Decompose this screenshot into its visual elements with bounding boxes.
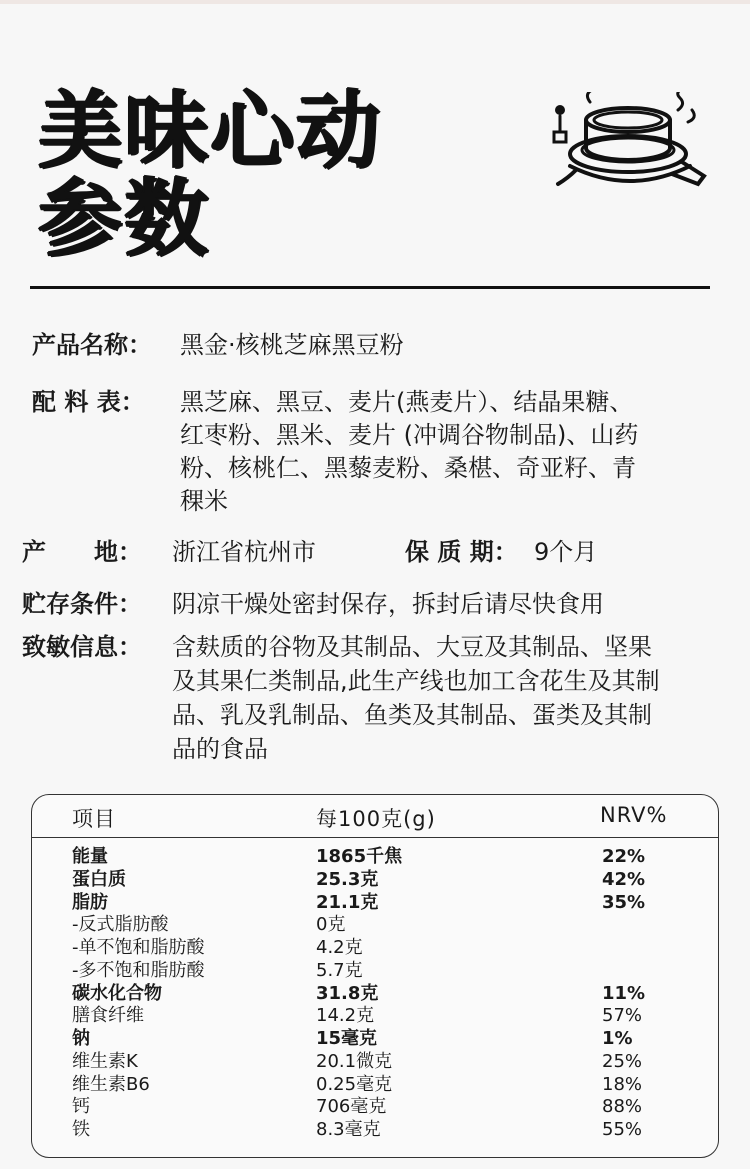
nutrient-nrv: 57% xyxy=(602,1005,643,1027)
nutrition-table xyxy=(31,794,719,1158)
nutrient-name: -反式脂肪酸 xyxy=(72,914,169,936)
cooking-pot-icon xyxy=(550,92,710,200)
nutrient-nrv: 22% xyxy=(602,846,646,867)
allergen-line: 及其果仁类制品,此生产线也加工含花生及其制 xyxy=(172,667,660,695)
storage-value: 阴凉干燥处密封保存，拆封后请尽快食用 xyxy=(172,590,604,618)
product-name-value: 黑金·核桃芝麻黑豆粉 xyxy=(180,331,404,359)
nutrient-amount: 5.7克 xyxy=(316,959,363,981)
nutrient-nrv: 1% xyxy=(602,1028,633,1049)
nutrient-nrv: 35% xyxy=(602,891,646,913)
nutrient-nrv: 55% xyxy=(602,1119,643,1140)
allergen-line: 含麸质的谷物及其制品、大豆及其制品、坚果 xyxy=(172,633,652,661)
header-nrv: NRV% xyxy=(600,803,668,827)
nutrient-name: 膳食纤维 xyxy=(72,1005,144,1027)
nutrient-name: 脂肪 xyxy=(72,891,108,913)
table-row xyxy=(32,1073,718,1096)
nutrient-nrv: 25% xyxy=(602,1050,643,1072)
nutrient-nrv: 11% xyxy=(602,982,646,1004)
nutrient-amount: 4.2克 xyxy=(316,937,363,958)
nutrient-name: 钠 xyxy=(72,1028,90,1049)
nutrient-name: 钙 xyxy=(72,1096,90,1118)
nutrient-amount: 706毫克 xyxy=(316,1096,387,1118)
table-row xyxy=(32,1027,718,1050)
table-row xyxy=(32,1095,718,1118)
table-row xyxy=(32,891,718,914)
nutrient-name: 能量 xyxy=(72,846,108,867)
nutrient-name: 蛋白质 xyxy=(72,868,126,890)
ingredients-line: 红枣粉、黑米、麦片 (冲调谷物制品)、山药 xyxy=(180,421,639,449)
nutrient-amount: 1865千焦 xyxy=(316,846,403,867)
nutrient-nrv: 88% xyxy=(602,1096,643,1118)
origin-value: 浙江省杭州市 xyxy=(172,538,316,566)
title-line-1: 美味心动 xyxy=(38,81,383,179)
nutrient-amount: 25.3克 xyxy=(316,868,379,890)
nutrient-name: 碳水化合物 xyxy=(72,982,162,1004)
nutrient-amount: 15毫克 xyxy=(316,1028,378,1049)
nutrient-name: 维生素B6 xyxy=(72,1073,150,1095)
ingredients-line: 稞米 xyxy=(180,487,228,515)
table-row xyxy=(32,1050,718,1073)
nutrient-amount: 0.25毫克 xyxy=(316,1073,393,1095)
table-row xyxy=(32,845,718,868)
nutrient-amount: 21.1克 xyxy=(316,891,379,913)
table-row xyxy=(32,868,718,891)
ingredients-label: 配 料 表： xyxy=(32,388,145,416)
title-divider xyxy=(30,286,710,289)
nutrient-nrv: 42% xyxy=(602,868,646,890)
table-row xyxy=(32,1118,718,1141)
table-row xyxy=(32,982,718,1005)
table-row xyxy=(32,959,718,982)
ingredients-line: 粉、核桃仁、黑藜麦粉、桑椹、奇亚籽、青 xyxy=(180,454,636,482)
table-row xyxy=(32,936,718,959)
nutrient-amount: 8.3毫克 xyxy=(316,1119,381,1140)
header-per-100g: 每100克(g) xyxy=(316,807,436,831)
shelf-life-label: 保 质 期： xyxy=(405,538,518,566)
nutrient-amount: 20.1微克 xyxy=(316,1050,393,1072)
nutrient-amount: 14.2克 xyxy=(316,1005,375,1027)
top-strip xyxy=(0,0,750,4)
page-title xyxy=(38,81,383,267)
origin-label: 产 地： xyxy=(22,538,142,566)
nutrient-name: -单不饱和脂肪酸 xyxy=(72,937,205,958)
shelf-life-value: 9个月 xyxy=(534,538,598,566)
nutrient-nrv: 18% xyxy=(602,1073,643,1095)
allergen-line: 品、乳及乳制品、鱼类及其制品、蛋类及其制 xyxy=(172,701,652,729)
product-name-label: 产品名称： xyxy=(32,331,152,359)
nutrient-name: 维生素K xyxy=(72,1050,138,1072)
ingredients-line: 黑芝麻、黑豆、麦片(燕麦片）、结晶果糖、 xyxy=(180,388,634,416)
title-line-2: 参数 xyxy=(38,169,211,267)
table-row xyxy=(32,913,718,936)
nutrient-amount: 0克 xyxy=(316,914,346,936)
header-item: 项目 xyxy=(72,807,116,831)
nutrient-amount: 31.8克 xyxy=(316,982,379,1004)
nutrient-name: 铁 xyxy=(72,1119,90,1140)
allergen-line: 品的食品 xyxy=(172,735,268,763)
allergen-label: 致敏信息： xyxy=(22,633,142,661)
storage-label: 贮存条件： xyxy=(22,590,142,618)
table-row xyxy=(32,1004,718,1027)
nutrition-table-header xyxy=(32,795,718,838)
nutrient-name: -多不饱和脂肪酸 xyxy=(72,959,205,981)
